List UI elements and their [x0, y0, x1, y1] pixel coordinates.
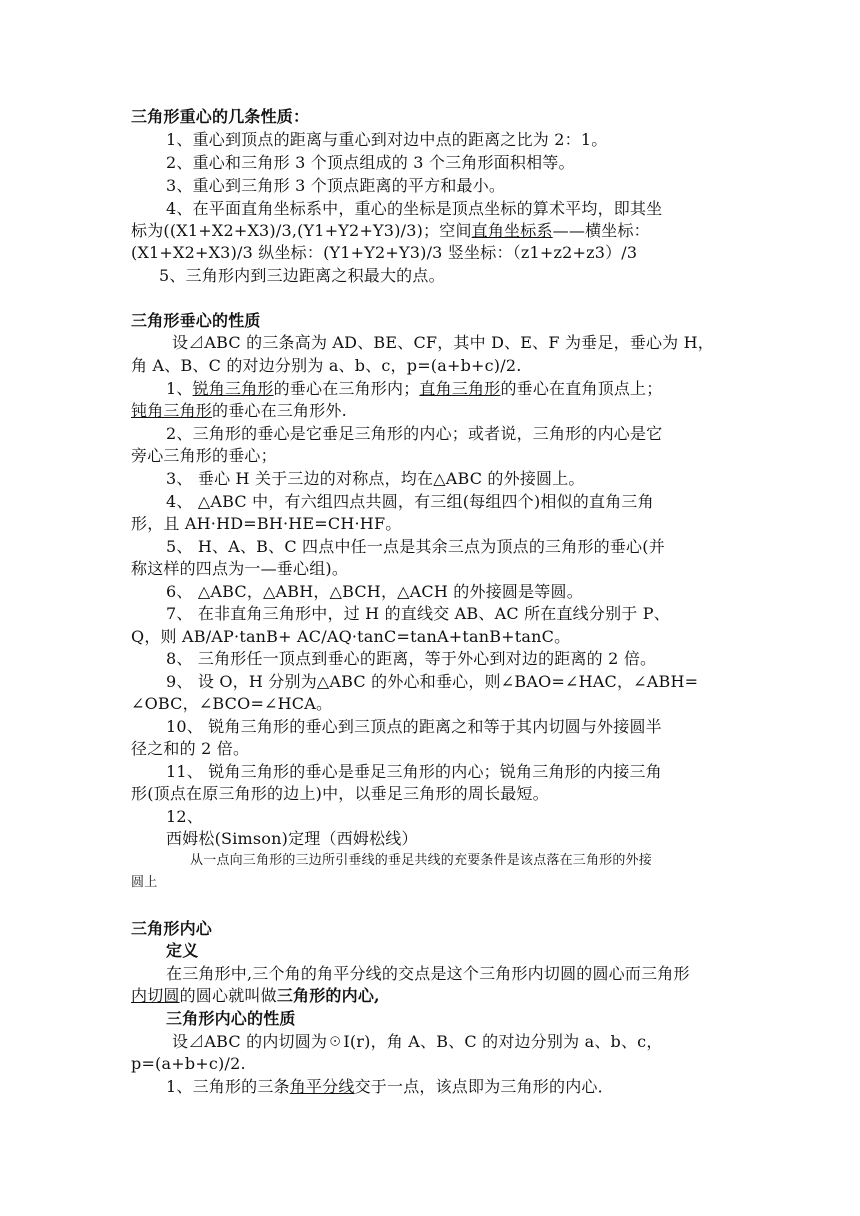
centroid-section-title: 三角形重心的几条性质：	[131, 107, 310, 126]
centroid-property-4-line2: 标为((X1+X2+X3)/3,(Y1+Y2+Y3)/3)；空间直角坐标系——横坐标：	[131, 221, 650, 240]
incircle-link[interactable]: 内切圆	[131, 986, 180, 1005]
orthocenter-intro-line1: 设⊿ABC 的三条高为 AD、BE、CF，其中 D、E、F 为垂足，垂心为 H，	[172, 333, 715, 352]
centroid-property-5: 5、三角形内到三边距离之积最大的点。	[159, 266, 445, 285]
incenter-definition-line2: 内切圆的圆心就叫做三角形的内心,	[131, 986, 380, 1005]
orthocenter-item-5-line1: 5、 H、A、B、C 四点中任一点是其余三点为顶点的三角形的垂心(并	[166, 537, 665, 556]
orthocenter-item-10-line2: 径之和的 2 倍。	[131, 739, 250, 758]
centroid-property-1: 1、重心到顶点的距离与重心到对边中点的距离之比为 2：1。	[166, 130, 608, 149]
angle-bisector-link[interactable]: 角平分线	[289, 1077, 355, 1096]
orthocenter-item-7-line2: Q，则 AB/AP·tanB+ AC/AQ·tanC=tanA+tanB+tanC。	[131, 627, 571, 646]
centroid-property-2: 2、重心和三角形 3 个顶点组成的 3 个三角形面积相等。	[166, 153, 575, 172]
right-triangle-link[interactable]: 直角三角形	[419, 379, 501, 398]
orthocenter-item-12: 12、	[166, 807, 203, 826]
simson-theorem-text-line1: 从一点向三角形的三边所引垂线的垂足共线的充要条件是该点落在三角形的外接	[190, 853, 653, 868]
orthocenter-item-3: 3、 垂心 H 关于三边的对称点，均在△ABC 的外接圆上。	[166, 469, 585, 488]
incenter-definition-heading: 定义	[166, 941, 199, 960]
centroid-property-4-line3: (X1+X2+X3)/3 纵坐标：(Y1+Y2+Y3)/3 竖坐标：（z1+z2+z3）/3	[131, 243, 638, 262]
obtuse-triangle-link[interactable]: 钝角三角形	[131, 401, 213, 420]
orthocenter-item-11-line2: 形(顶点在原三角形的边上)中，以垂足三角形的周长最短。	[131, 784, 549, 803]
orthocenter-item-1-line2: 钝角三角形的垂心在三角形外.	[131, 401, 347, 420]
incenter-definition-line1: 在三角形中,三个角的角平分线的交点是这个三角形内切圆的圆心而三角形	[166, 964, 690, 983]
simson-theorem-title: 西姆松(Simson)定理（西姆松线）	[166, 829, 418, 848]
incenter-property-1: 1、三角形的三条角平分线交于一点，该点即为三角形的内心．	[166, 1077, 614, 1096]
incenter-section-title: 三角形内心	[131, 919, 213, 938]
centroid-property-4-line1: 4、在平面直角坐标系中，重心的坐标是顶点坐标的算术平均，即其坐	[166, 199, 663, 218]
centroid-property-3: 3、重心到三角形 3 个顶点距离的平方和最小。	[166, 176, 506, 195]
acute-triangle-link[interactable]: 锐角三角形	[192, 379, 274, 398]
orthocenter-item-6: 6、 △ABC，△ABH，△BCH，△ACH 的外接圆是等圆。	[166, 582, 583, 601]
orthocenter-intro-line2: 角 A、B、C 的对边分别为 a、b、c，p=(a+b+c)/2.	[131, 356, 522, 375]
orthocenter-section-title: 三角形垂心的性质	[131, 311, 261, 330]
orthocenter-item-4-line2: 形，且 AH·HD=BH·HE=CH·HF。	[131, 514, 402, 533]
orthocenter-item-9-line2: ∠OBC，∠BCO=∠HCA。	[131, 694, 333, 713]
orthocenter-item-8: 8、 三角形任一顶点到垂心的距离，等于外心到对边的距离的 2 倍。	[166, 649, 657, 668]
cartesian-coordinates-link[interactable]: 直角坐标系	[471, 221, 553, 240]
orthocenter-item-7-line1: 7、 在非直角三角形中，过 H 的直线交 AB、AC 所在直线分别于 P、	[166, 604, 670, 623]
incenter-properties-intro-line2: p=(a+b+c)/2.	[131, 1054, 246, 1073]
incenter-properties-heading: 三角形内心的性质	[166, 1009, 296, 1028]
orthocenter-item-11-line1: 11、 锐角三角形的垂心是垂足三角形的内心；锐角三角形的内接三角	[166, 762, 662, 781]
orthocenter-item-1-line1: 1、锐角三角形的垂心在三角形内；直角三角形的垂心在直角顶点上；	[166, 379, 663, 398]
orthocenter-item-2-line2: 旁心三角形的垂心；	[131, 446, 277, 465]
orthocenter-item-2-line1: 2、三角形的垂心是它垂足三角形的内心；或者说，三角形的内心是它	[166, 424, 663, 443]
orthocenter-item-10-line1: 10、 锐角三角形的垂心到三顶点的距离之和等于其内切圆与外接圆半	[166, 717, 662, 736]
incenter-properties-intro-line1: 设⊿ABC 的内切圆为☉I(r)，角 A、B、C 的对边分别为 a、b、c，	[172, 1032, 663, 1051]
orthocenter-item-4-line1: 4、 △ABC 中，有六组四点共圆，有三组(每组四个)相似的直角三角	[166, 492, 654, 511]
orthocenter-item-9-line1: 9、 设 O，H 分别为△ABC 的外心和垂心，则∠BAO=∠HAC，∠ABH=	[166, 672, 699, 691]
orthocenter-item-5-line2: 称这样的四点为一—垂心组)。	[131, 559, 349, 578]
simson-theorem-text-line2: 圆上	[131, 875, 158, 890]
